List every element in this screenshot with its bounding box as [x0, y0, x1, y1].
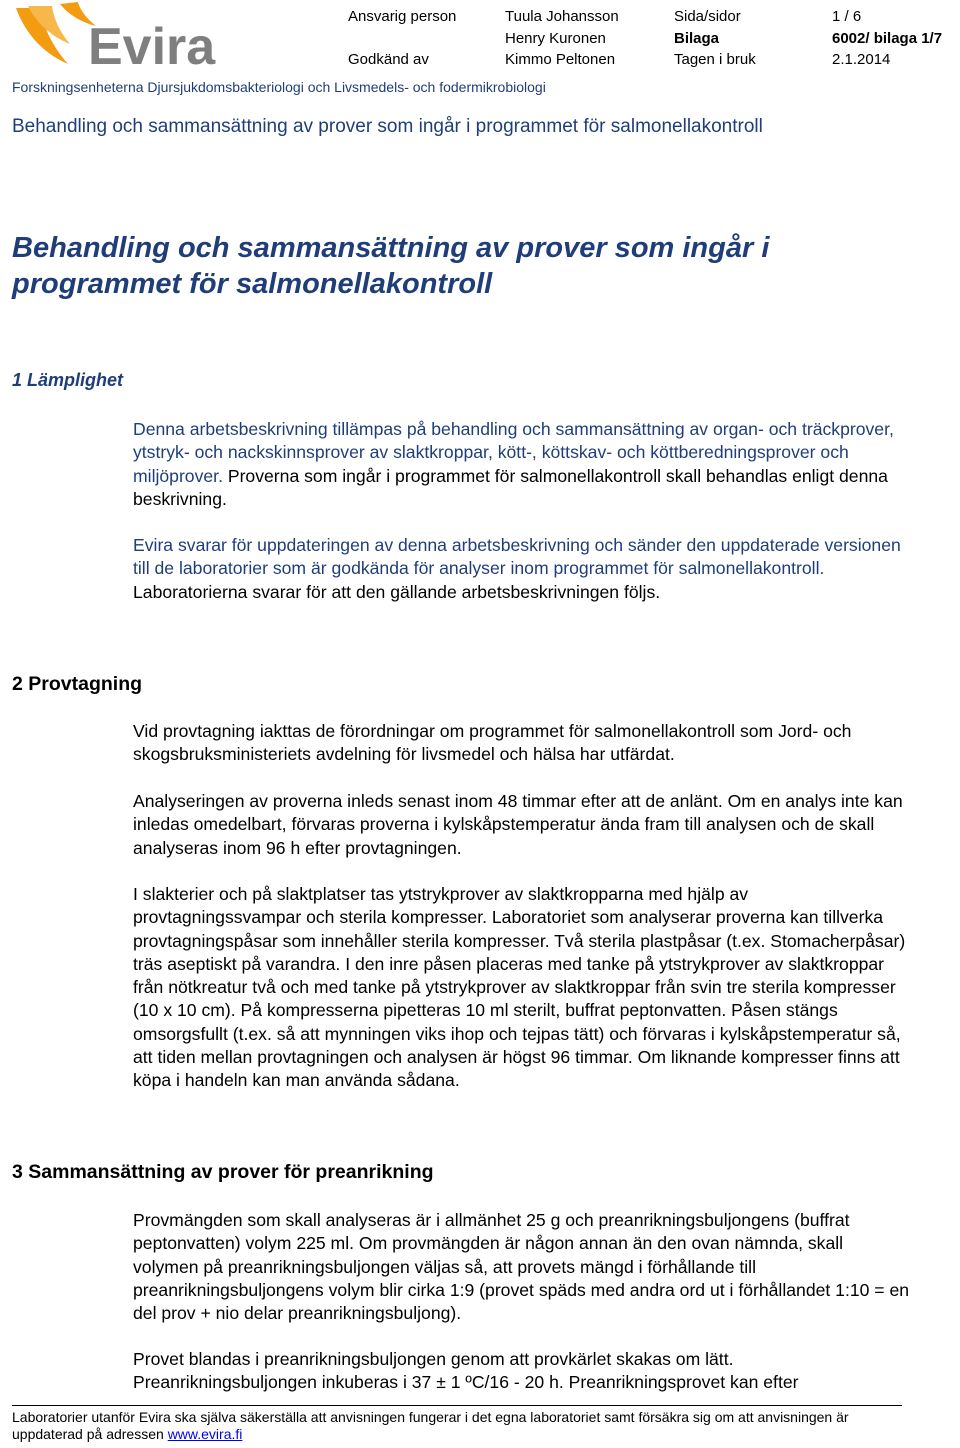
- paragraph: Provmängden som skall analyseras är i allmänhet 25 g och preanrikningsbuljongens (buffrat peptonvatten) volym 225 ml. Om provmängden är någon annan än den ovan nämnda, skall volymen på preanrikningsbuljongen väljas så, att provets mängd i förhållande till preanrikningsbuljongens volym blir cirka 1:9 (provet späds med andra ord ut i förhållandet 1:10 = en del prov + nio delar preanrikningsbuljong).: [133, 1210, 910, 1324]
- document-title: Behandling och sammansättning av prover som ingår i programmet för salmonellakontroll: [12, 232, 770, 300]
- section-heading: 1 Lämplighet: [12, 370, 124, 390]
- section-heading: 2 Provtagning: [12, 673, 143, 695]
- meta-label: Sida/sidor: [674, 8, 741, 25]
- paragraph-text: Proverna som ingår i programmet för salmonellakontroll skall behandlas enligt denna beskrivning.: [133, 465, 888, 509]
- section-heading: 3 Sammansättning av prover för preanrikning: [12, 1161, 434, 1183]
- meta-value: 1 / 6: [832, 8, 862, 25]
- paragraph: Vid provtagning iakttas de förordningar om programmet för salmonellakontroll som Jord- och skogsbruksministeriets avdelning för livsmedel och hälsa har utfärdat.: [133, 721, 852, 765]
- document-meta: [348, 6, 948, 71]
- header-title: Behandling och sammansättning av prover som ingår i programmet för salmonellakontroll: [12, 116, 763, 137]
- meta-row: [348, 28, 948, 50]
- meta-value: 2.1.2014: [832, 51, 891, 68]
- paragraph-text: Denna arbetsbeskrivning tillämpas på behandling och sammansättning av organ- och träckprover, ytstryk- och nackskinnsprover av slaktkroppar, kött-, köttskav- och köttberedningsprover och miljöprover.: [133, 419, 894, 486]
- meta-label: Ansvarig person: [348, 8, 457, 25]
- meta-row: [348, 6, 948, 28]
- footer-text: Laboratorier utanför Evira ska själva säkerställa att anvisningen fungerar i det egna laboratoriet samt försäkra sig om att anvisningen är uppdaterad på adressen: [12, 1409, 849, 1442]
- evira-website-link[interactable]: www.evira.fi: [167, 1426, 243, 1442]
- paragraph: [133, 418, 913, 511]
- svg-text:Evira: Evira: [88, 18, 216, 70]
- paragraph: Provet blandas i preanrikningsbuljongen genom att provkärlet skakas om lätt. Preanrikningsbuljongen inkuberas i 37 ± 1 ºC/16 - 20 h. Preanrikningsprovet kan efter: [133, 1349, 799, 1393]
- meta-label: Tagen i bruk: [674, 51, 756, 68]
- paragraph-text: Evira svarar för uppdateringen av denna arbetsbeskrivning och sänder den uppdaterade versionen till de laboratorier som är godkända för analyser inom programmet för salmonellakontroll.: [133, 535, 901, 579]
- paragraph: [133, 534, 913, 604]
- meta-row: [348, 49, 948, 71]
- meta-value: Tuula Johansson: [505, 8, 619, 25]
- paragraph: I slakterier och på slaktplatser tas ytstrykprover av slaktkropparna med hjälp av provtagningssvampar och sterila kompresser. Laboratoriet som analyserar proverna kan tillverka provtagningspåsar som innehåller sterila kompresser. Två sterila plastpåsar (t.ex. Stomacherpåsar) träs aseptiskt på varandra. I den inre påsen placeras med tanke på ytstrykprover av slaktkroppar från nötkreatur två och med tanke på ytstrykprover av slaktkroppar från svin tre sterila kompresser (10 x 10 cm). På kompresserna pipetteras 10 ml sterilt, buffrat peptonvatten. Påsen stängs omsorgsfullt (t.ex. så att mynningen viks ihop och tejpas tätt) och förvaras i kylskåpstemperatur så, att tiden mellan provtagningen och analysen är högst 96 timmar. Om liknande kompresser finns att köpa i handeln kan man använda sådana.: [133, 884, 906, 1091]
- paragraph: Analyseringen av proverna inleds senast inom 48 timmar efter att de anlänt. Om en analys inte kan inledas omedelbart, förvaras proverna i kylskåpstemperatur ända fram till analysen och de skall analyseras inom 96 h efter provtagningen.: [133, 791, 903, 858]
- evira-logo: [10, 0, 240, 70]
- meta-value: 6002/ bilaga 1/7: [832, 29, 943, 47]
- meta-value: Kimmo Peltonen: [505, 51, 616, 68]
- footer-note: [12, 1409, 912, 1443]
- footer-divider: [12, 1405, 902, 1406]
- meta-label: Godkänd av: [348, 51, 429, 68]
- meta-label: Bilaga: [674, 29, 720, 47]
- paragraph-text: Laboratorierna svarar för att den gällande arbetsbeskrivningen följs.: [133, 581, 661, 602]
- meta-value: Henry Kuronen: [505, 29, 606, 47]
- research-unit: Forskningsenheterna Djursjukdomsbakteriologi och Livsmedels- och fodermikrobiologi: [12, 79, 546, 95]
